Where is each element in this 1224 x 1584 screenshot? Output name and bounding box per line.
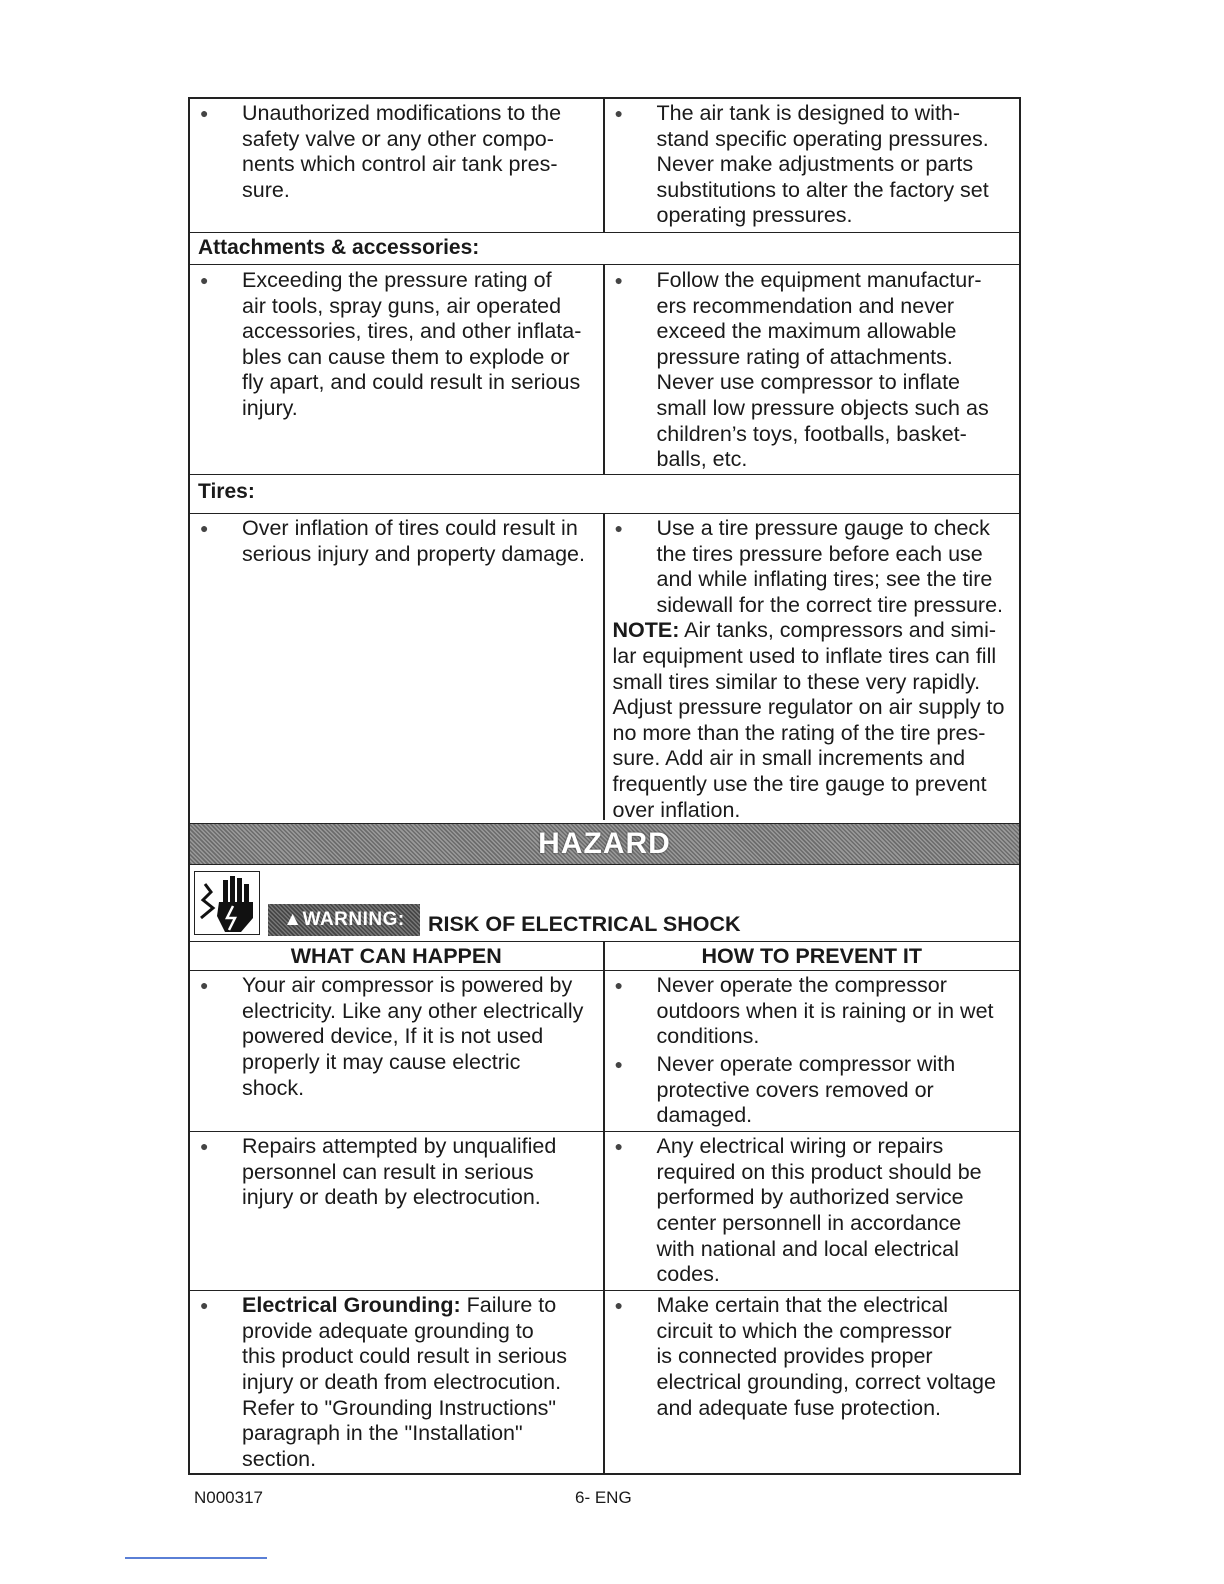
text-line: and while inflating tires; see the tire — [656, 567, 993, 592]
list-item — [200, 268, 595, 422]
list-item — [615, 1134, 1012, 1288]
text-line: protective covers removed or — [656, 1077, 934, 1102]
text-line: bles can cause them to explode or — [242, 344, 570, 369]
table-row — [190, 514, 1019, 824]
text-line: no more than the rating of the tire pres- — [612, 720, 986, 745]
table-row — [190, 1291, 1019, 1473]
text-line: Refer to "Grounding Instructions" — [242, 1395, 557, 1420]
text-line: sure. — [242, 177, 290, 202]
text-line: balls, etc. — [656, 447, 748, 472]
text-line: operating pressures. — [656, 203, 853, 228]
text-line: required on this product should be — [656, 1159, 982, 1184]
text-line: stand specific operating pressures. — [656, 126, 989, 151]
list-item — [615, 268, 1012, 473]
bullet-icon: ● — [614, 1138, 623, 1155]
hazard-banner — [190, 824, 1019, 865]
text-line: exceed the maximum allowable — [656, 319, 957, 344]
list-item — [200, 101, 595, 203]
text-line: Unauthorized modifications to the — [242, 101, 562, 125]
text-line: electricity. Like any other electrically — [242, 998, 584, 1023]
text-line: lar equipment used to inflate tires can fill — [612, 643, 997, 668]
text-line: provide adequate grounding to — [242, 1318, 534, 1343]
note-paragraph — [613, 618, 1012, 823]
divider — [125, 1557, 267, 1559]
text-line: Exceeding the pressure rating of — [242, 268, 552, 292]
text-line: circuit to which the compressor — [656, 1318, 952, 1343]
list-item — [615, 1052, 1012, 1129]
text-line: Any electrical wiring or repairs — [656, 1134, 944, 1159]
list-item — [615, 1293, 1012, 1421]
text-line: Over inflation of tires could result in — [242, 516, 578, 540]
electric-shock-icon — [194, 871, 260, 935]
text-line: Never use compressor to inflate — [656, 370, 961, 395]
text-line: serious injury and property damage. — [242, 541, 585, 566]
text-line: Adjust pressure regulator on air supply to — [612, 695, 1005, 720]
text-line: center personnell in accordance — [656, 1210, 962, 1235]
text-line: frequently use the tire gauge to prevent — [612, 771, 987, 796]
text-line: and adequate fuse protection. — [656, 1395, 941, 1420]
hazard-title: HAZARD — [538, 827, 671, 861]
grounding-first-line: Failure to — [460, 1293, 557, 1318]
safety-table — [188, 97, 1021, 1475]
bullet-icon: ● — [200, 977, 209, 994]
text-line: Repairs attempted by unqualified — [242, 1134, 557, 1159]
column-header-how-to-prevent: HOW TO PREVENT IT — [701, 944, 923, 969]
text-line: outdoors when it is raining or in wet — [656, 998, 994, 1023]
lines — [242, 101, 595, 203]
text-line: section. — [242, 1446, 317, 1471]
lines — [242, 973, 595, 1101]
list-item — [200, 1293, 595, 1472]
bullet-icon: ● — [614, 520, 623, 536]
text-line: properly it may cause electric — [242, 1049, 521, 1074]
list-item — [200, 973, 595, 1101]
bullet-icon: ● — [200, 105, 209, 121]
table-row — [190, 265, 1019, 475]
text-line: conditions. — [656, 1024, 760, 1049]
bullet-icon: ● — [200, 1138, 209, 1155]
page-number: 6- ENG — [575, 1488, 632, 1507]
bullet-icon: ● — [200, 272, 209, 288]
text-line: shock. — [242, 1075, 305, 1100]
note-label: NOTE: — [612, 618, 680, 643]
text-line: Your air compressor is powered by — [242, 973, 573, 998]
text-line: Never operate the compressor — [656, 973, 947, 998]
text-line: Air tanks, compressors and simi- — [679, 618, 997, 643]
warning-header — [190, 865, 1019, 942]
text-line: nents which control air tank pres- — [242, 152, 558, 177]
text-line: personnel can result in serious — [242, 1159, 534, 1184]
grounding-text — [242, 1293, 595, 1472]
list-item — [200, 516, 595, 567]
text-line: this product could result in serious — [242, 1344, 568, 1369]
lines — [657, 1052, 1012, 1129]
text-line: small tires similar to these very rapidly. — [612, 669, 981, 694]
bullet-icon: ● — [200, 1297, 209, 1314]
text-line: over inflation. — [612, 797, 741, 822]
text-line: damaged. — [656, 1103, 753, 1128]
column-headers — [190, 942, 1019, 971]
text-line: air tools, spray guns, air operated — [242, 293, 562, 318]
lines — [242, 268, 595, 422]
list-item — [615, 101, 1012, 229]
text-line: injury or death from electrocution. — [242, 1369, 562, 1394]
text-line: safety valve or any other compo- — [242, 126, 554, 151]
text-line: Never make adjustments or parts — [656, 152, 974, 177]
text-line: pressure rating of attachments. — [656, 344, 953, 369]
text-line: powered device, If it is not used — [242, 1024, 544, 1049]
lines — [657, 516, 1012, 618]
list-item — [615, 516, 1012, 618]
text-line: Follow the equipment manufactur- — [656, 268, 982, 292]
bullet-icon: ● — [614, 272, 623, 288]
section-heading-tires: Tires: — [190, 475, 1019, 514]
lines — [657, 1293, 1012, 1421]
bullet-icon: ● — [614, 1297, 623, 1314]
risk-title: RISK OF ELECTRICAL SHOCK — [428, 912, 741, 937]
text-line: paragraph in the "Installation" — [242, 1421, 523, 1446]
text-line: fly apart, and could result in serious — [242, 370, 581, 395]
table-row — [190, 1132, 1019, 1291]
text-line: the tires pressure before each use — [656, 541, 983, 566]
note-text — [613, 618, 1005, 821]
lines — [657, 973, 1012, 1050]
lines — [242, 516, 595, 567]
bullet-icon: ● — [200, 520, 209, 536]
lines — [657, 1134, 1012, 1288]
list-item — [615, 973, 1012, 1050]
text-line: small low pressure objects such as — [656, 395, 989, 420]
lines — [657, 101, 1012, 229]
text-line: The air tank is designed to with- — [656, 101, 961, 125]
text-line: is connected provides proper — [656, 1344, 933, 1369]
text-line: Make certain that the electrical — [656, 1293, 949, 1318]
grounding-label: Electrical Grounding: — [242, 1293, 461, 1318]
lines — [242, 1319, 567, 1471]
text-line: sidewall for the correct tire pressure. — [656, 592, 1004, 617]
text-line: injury. — [242, 395, 298, 420]
text-line: performed by authorized service — [656, 1185, 964, 1210]
lines — [657, 268, 1012, 473]
table-row — [190, 971, 1019, 1132]
text-line: ers recommendation and never — [656, 293, 955, 318]
text-line: with national and local electrical — [656, 1236, 959, 1261]
text-line: codes. — [656, 1262, 720, 1287]
column-header-what-can-happen: WHAT CAN HAPPEN — [190, 942, 605, 970]
bullet-icon: ● — [614, 105, 623, 121]
list-item — [200, 1134, 595, 1211]
text-line: accessories, tires, and other inflata- — [242, 319, 582, 344]
text-line: substitutions to alter the factory set — [656, 177, 989, 202]
text-line: children’s toys, footballs, basket- — [656, 421, 967, 446]
bullet-icon: ● — [614, 1055, 623, 1072]
text-line: injury or death by electrocution. — [242, 1185, 541, 1210]
warning-badge: ▲WARNING: — [268, 904, 420, 936]
lines — [242, 1134, 595, 1211]
text-line: electrical grounding, correct voltage — [656, 1369, 996, 1394]
text-line: sure. Add air in small increments and — [612, 746, 966, 771]
text-line: Use a tire pressure gauge to check — [656, 516, 990, 540]
table-row — [190, 99, 1019, 233]
bullet-icon: ● — [614, 977, 623, 994]
document-code: N000317 — [194, 1488, 264, 1507]
text-line: Never operate compressor with — [656, 1051, 956, 1076]
section-heading-attachments: Attachments & accessories: — [190, 233, 1019, 265]
